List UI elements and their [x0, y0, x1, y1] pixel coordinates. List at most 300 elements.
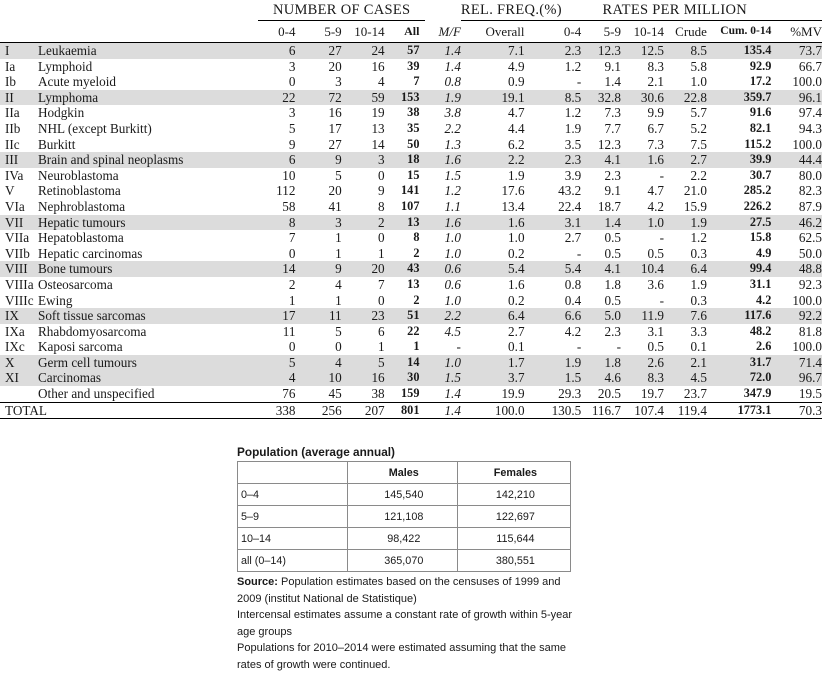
table-cell: 1.9 [528, 355, 582, 371]
table-cell: 2.3 [604, 323, 621, 339]
table-cell: 16 [371, 58, 385, 74]
row-name: Burkitt [38, 136, 76, 152]
table-cell: 0.3 [690, 245, 707, 261]
table-cell: 0.2 [508, 292, 525, 308]
table-cell: 48.2 [749, 323, 772, 338]
table-cell: 7.5 [690, 136, 707, 152]
table-cell: 80.0 [798, 167, 822, 183]
table-cell: 0.5 [647, 339, 664, 355]
table-cell: 1 [335, 292, 342, 308]
table-cell: 4.7 [647, 183, 664, 199]
table-cell: 27 [295, 43, 341, 59]
table-cell: 96.7 [771, 370, 822, 386]
row-name: Lymphoma [38, 89, 99, 105]
population-females: 122,697 [457, 506, 570, 528]
table-cell: 1.0 [444, 245, 461, 261]
group-rates-per-million: RATES PER MILLION [528, 0, 822, 21]
table-cell: 3.8 [444, 105, 461, 121]
table-cell: 0.9 [508, 74, 525, 90]
row-label: TOTAL [0, 402, 258, 419]
table-cell: 72 [295, 90, 341, 106]
table-cell: 92.3 [798, 276, 822, 292]
row-code: X [5, 354, 15, 370]
row-code: VIa [5, 198, 25, 214]
table-cell: 15 [407, 167, 420, 182]
table-row [0, 246, 822, 262]
table-cell: 1.0 [690, 74, 707, 90]
table-cell: 12.3 [597, 136, 621, 152]
col-header: M/F [425, 21, 460, 43]
table-cell: 1.0 [444, 292, 461, 308]
table-cell: 1.0 [508, 230, 525, 246]
table-cell: 23 [342, 308, 385, 324]
table-cell: 66.7 [798, 58, 822, 74]
table-cell: 7.7 [604, 120, 621, 136]
table-cell: 51 [385, 308, 426, 324]
table-cell: 347.9 [743, 386, 772, 401]
row-code: III [5, 152, 19, 168]
table-cell: 0.5 [604, 245, 621, 261]
table-cell: 27.5 [707, 215, 771, 231]
table-cell: 4.1 [581, 261, 621, 277]
table-row [0, 168, 822, 184]
table-cell: 100.0 [792, 136, 822, 152]
table-cell: 3 [335, 74, 342, 90]
row-label [0, 277, 258, 293]
source-text: Population estimates based on the censuses of 1999 and 2009 (institut National de Statistique) [237, 576, 561, 605]
row-code: VIIb [5, 245, 30, 261]
table-cell: 20 [342, 261, 385, 277]
table-cell: 22 [407, 323, 420, 338]
table-cell: 207 [342, 402, 385, 419]
table-cell: 15.8 [749, 230, 772, 245]
table-cell: 9.9 [647, 105, 664, 121]
group-header-row [0, 0, 822, 21]
group-rel-freq: REL. FREQ.(%) [461, 0, 528, 21]
table-cell: 107 [401, 198, 420, 213]
source-note [237, 574, 577, 607]
table-cell: 22.4 [558, 198, 582, 214]
table-cell: 32.8 [581, 90, 621, 106]
table-cell: 76 [282, 386, 296, 402]
table-cell: 8.3 [647, 58, 664, 74]
table-cell: 2.2 [444, 120, 461, 136]
table-cell: - [659, 292, 664, 308]
table-cell: 2.7 [664, 152, 707, 168]
table-cell: - [576, 245, 582, 261]
row-label [0, 370, 258, 386]
table-cell: 4.5 [664, 370, 707, 386]
population-age: 5–9 [238, 506, 348, 528]
table-cell: 73.7 [771, 43, 822, 59]
table-cell: 50 [407, 136, 420, 151]
row-label [0, 105, 258, 121]
population-females: 380,551 [457, 550, 570, 572]
table-cell: 19.5 [798, 386, 822, 402]
population-row [238, 484, 571, 506]
row-name: Rhabdomyosarcoma [38, 323, 147, 339]
table-cell: 1.4 [444, 386, 461, 402]
table-cell: 9 [378, 183, 385, 199]
table-cell: 5 [335, 167, 342, 183]
row-code: V [5, 183, 15, 199]
table-cell: 1.1 [444, 198, 461, 214]
table-cell: 153 [385, 90, 426, 106]
row-label [0, 230, 258, 246]
population-age: 10–14 [238, 528, 348, 550]
table-cell: 4.1 [581, 152, 621, 168]
table-cell: 4 [335, 276, 342, 292]
table-cell: 5.2 [690, 120, 707, 136]
table-cell: 2.6 [621, 355, 664, 371]
table-cell: 50.0 [798, 245, 822, 261]
table-cell: 24 [342, 43, 385, 59]
row-name: Leukaemia [38, 43, 97, 58]
table-cell: 3 [288, 105, 296, 121]
table-cell: 9 [288, 136, 296, 152]
row-label [0, 293, 258, 309]
table-cell: 13.4 [501, 198, 525, 214]
table-cell: 0.6 [444, 276, 461, 292]
table-cell: 1.3 [444, 136, 461, 152]
row-name: Retinoblastoma [38, 183, 121, 199]
table-cell: 4 [258, 370, 296, 386]
row-label [0, 74, 258, 90]
table-cell: - [616, 339, 621, 355]
table-cell: 0.8 [564, 276, 582, 292]
table-cell: 0.3 [690, 292, 707, 308]
table-cell: 0 [378, 167, 385, 183]
row-label [0, 59, 258, 75]
population-males: 98,422 [347, 528, 457, 550]
table-cell: 10 [282, 167, 296, 183]
table-cell: 30.6 [621, 90, 664, 106]
table-cell: 1.4 [425, 43, 460, 59]
table-cell: 27 [328, 136, 342, 152]
table-cell: - [576, 74, 582, 90]
table-cell: 10 [295, 370, 341, 386]
row-code: IXc [5, 339, 25, 355]
table-cell: 46.2 [771, 215, 822, 231]
row-label [0, 121, 258, 137]
table-cell: - [456, 339, 461, 355]
table-cell: 5 [335, 323, 342, 339]
row-label [0, 261, 258, 277]
table-cell: 18 [385, 152, 426, 168]
table-cell: 71.4 [771, 355, 822, 371]
table-cell: 3.6 [647, 276, 664, 292]
table-row [0, 137, 822, 153]
table-cell: 1 [378, 245, 385, 261]
table-cell: 59 [342, 90, 385, 106]
table-cell: 1 [335, 245, 342, 261]
table-cell: 0 [378, 230, 385, 246]
row-label [0, 168, 258, 184]
col-header: 5-9 [295, 21, 341, 43]
population-females: 115,644 [457, 528, 570, 550]
table-cell: 5 [288, 120, 296, 136]
population-title: Population (average annual) [237, 445, 395, 459]
population-row [238, 506, 571, 528]
projection-note: Populations for 2010–2014 were estimated assuming that the same rates of growth were continued. [237, 642, 566, 671]
table-cell: 17.2 [749, 74, 772, 89]
table-row [0, 261, 822, 277]
table-cell: 5.8 [690, 58, 707, 74]
table-cell: 6 [258, 152, 296, 168]
table-cell: 13 [407, 276, 420, 291]
table-cell: 2.2 [690, 167, 707, 183]
table-cell: 1.4 [604, 74, 621, 90]
table-cell: 29.3 [558, 386, 582, 402]
table-cell: 0.5 [647, 245, 664, 261]
table-cell: 81.8 [798, 323, 822, 339]
table-cell: 17.6 [501, 183, 525, 199]
table-cell: 1 [288, 292, 296, 308]
table-row [0, 59, 822, 75]
table-cell: 3 [288, 58, 296, 74]
table-cell: 0.8 [444, 74, 461, 90]
table-cell: 2.1 [647, 74, 664, 90]
table-cell: 1.4 [444, 58, 461, 74]
table-cell: 2 [413, 245, 420, 260]
table-cell: 4.6 [581, 370, 621, 386]
row-name: Lymphoid [38, 58, 93, 74]
table-cell: 2 [288, 276, 296, 292]
table-cell: 58 [282, 198, 296, 214]
table-cell: 0 [288, 245, 296, 261]
table-cell: 0.4 [564, 292, 582, 308]
table-cell: 1.9 [508, 167, 525, 183]
table-cell: 43 [385, 261, 426, 277]
table-cell: 1 [378, 339, 385, 355]
table-cell: 2.2 [461, 152, 528, 168]
table-cell: 3 [342, 152, 385, 168]
population-notes [237, 574, 577, 673]
table-cell: 1.5 [425, 370, 460, 386]
row-code: Ia [5, 58, 16, 74]
table-cell: 115.2 [744, 136, 772, 151]
col-header: Cum. 0-14 [707, 21, 771, 43]
table-cell: 1.8 [581, 355, 621, 371]
table-cell: 8.3 [621, 370, 664, 386]
table-cell: 16 [328, 105, 342, 121]
table-cell: 38 [371, 386, 385, 402]
table-cell: 10.4 [621, 261, 664, 277]
col-header: 10-14 [621, 21, 664, 43]
table-cell: 5.7 [690, 105, 707, 121]
table-row [0, 293, 822, 309]
row-code: Ib [5, 74, 16, 90]
table-cell: 11 [295, 308, 341, 324]
col-header: 0-4 [528, 21, 582, 43]
table-cell: 12.5 [621, 43, 664, 59]
table-cell: 45 [328, 386, 342, 402]
source-label: Source: [237, 576, 278, 588]
table-cell: 7.6 [664, 308, 707, 324]
table-cell: 226.2 [743, 198, 772, 213]
table-cell: 5 [342, 355, 385, 371]
table-cell: 21.0 [683, 183, 707, 199]
table-cell: 1.6 [425, 215, 460, 231]
intercensal-note: Intercensal estimates assume a constant rate of growth within 5-year age groups [237, 609, 573, 638]
table-cell: - [659, 167, 664, 183]
table-cell: 82.1 [749, 120, 772, 135]
row-name: Soft tissue sarcomas [38, 308, 146, 324]
table-cell: 9 [295, 152, 341, 168]
table-cell: 44.4 [771, 152, 822, 168]
table-cell: 11 [282, 323, 296, 339]
table-cell: 359.7 [707, 90, 771, 106]
col-header: 5-9 [581, 21, 621, 43]
row-name: Hepatic tumours [38, 214, 126, 230]
table-cell: 7 [378, 276, 385, 292]
table-cell: 119.4 [664, 402, 707, 419]
table-cell: 116.7 [581, 402, 621, 419]
row-code: IIa [5, 105, 20, 121]
row-name: Hepatic carcinomas [38, 245, 143, 261]
population-males: 365,070 [347, 550, 457, 572]
table-cell: 2.3 [604, 167, 621, 183]
row-name: Germ cell tumours [38, 354, 137, 370]
total-row [0, 402, 822, 419]
table-cell: 338 [258, 402, 296, 419]
table-cell: 107.4 [621, 402, 664, 419]
table-cell: 5.0 [581, 308, 621, 324]
table-cell: 16 [342, 370, 385, 386]
col-header: Crude [664, 21, 707, 43]
table-cell: 1.9 [690, 276, 707, 292]
row-code: XI [5, 370, 19, 386]
row-code: IX [5, 308, 19, 324]
row-label [0, 386, 258, 402]
table-cell: 4.9 [508, 58, 525, 74]
table-cell: 15.9 [683, 198, 707, 214]
table-cell: 2.6 [756, 339, 772, 354]
table-cell: 20.5 [597, 386, 621, 402]
table-cell: 23.7 [683, 386, 707, 402]
table-cell: 256 [295, 402, 341, 419]
table-cell: 6 [378, 323, 385, 339]
row-label [0, 183, 258, 199]
row-name: Neuroblastoma [38, 167, 119, 183]
table-cell: - [576, 339, 582, 355]
table-cell: 159 [401, 386, 420, 401]
table-cell: 1.9 [564, 120, 582, 136]
row-label [0, 43, 258, 59]
table-cell: 19.7 [640, 386, 664, 402]
table-cell: 1.2 [564, 58, 582, 74]
table-cell: 1.9 [425, 90, 460, 106]
table-cell: 5.4 [461, 261, 528, 277]
table-cell: 82.3 [798, 183, 822, 199]
row-code: IXa [5, 323, 25, 339]
row-code: VIIIa [5, 276, 34, 292]
row-name: Carcinomas [38, 370, 101, 386]
table-row [0, 105, 822, 121]
table-row [0, 121, 822, 137]
table-cell: 1.7 [461, 355, 528, 371]
table-cell: 3.1 [528, 215, 582, 231]
population-table [237, 461, 571, 572]
table-cell: 1.6 [461, 215, 528, 231]
table-cell: 0.1 [690, 339, 707, 355]
table-cell: 30.7 [749, 167, 772, 182]
table-cell: 38 [407, 105, 420, 120]
table-cell: 1.0 [621, 215, 664, 231]
table-cell: 14 [371, 136, 385, 152]
table-cell: 70.3 [771, 402, 822, 419]
row-label [0, 199, 258, 215]
table-row [0, 215, 822, 231]
table-cell: - [659, 230, 664, 246]
table-cell: 12.3 [581, 43, 621, 59]
row-name: Brain and spinal neoplasms [38, 152, 184, 168]
row-code: IIb [5, 120, 21, 136]
table-cell: 0.2 [508, 245, 525, 261]
col-header: All [385, 21, 426, 43]
table-cell: 2 [342, 215, 385, 231]
col-header: 10-14 [342, 21, 385, 43]
table-cell: 62.5 [798, 230, 822, 246]
table-cell: 17 [328, 120, 342, 136]
table-row [0, 386, 822, 402]
table-cell: 7.3 [604, 105, 621, 121]
row-code: II [5, 89, 14, 105]
table-cell: 285.2 [743, 183, 772, 198]
row-label [0, 308, 258, 324]
table-cell: 57 [385, 43, 426, 59]
population-males: 121,108 [347, 506, 457, 528]
table-cell: 4.4 [508, 120, 525, 136]
table-cell: 30 [385, 370, 426, 386]
table-cell: 39.9 [707, 152, 771, 168]
table-cell: 4.5 [444, 323, 461, 339]
row-name: NHL (except Burkitt) [38, 120, 152, 136]
table-row [0, 324, 822, 340]
table-cell: 13 [385, 215, 426, 231]
table-cell: 19.9 [501, 386, 525, 402]
table-cell: 9 [295, 261, 341, 277]
table-cell: 1.4 [425, 402, 460, 419]
population-females: 142,210 [457, 484, 570, 506]
population-header [238, 462, 348, 484]
table-cell: 14 [385, 355, 426, 371]
table-cell: 4.7 [508, 105, 525, 121]
table-cell: 91.6 [749, 105, 772, 120]
table-cell: 7.1 [461, 43, 528, 59]
table-cell: 4.2 [564, 323, 582, 339]
table-cell: 0.5 [604, 292, 621, 308]
row-code: VII [5, 214, 24, 230]
table-row [0, 370, 822, 386]
table-cell: 2.1 [664, 355, 707, 371]
table-cell: 2.7 [564, 230, 582, 246]
table-cell: 31.1 [749, 276, 772, 291]
row-name: Nephroblastoma [38, 198, 126, 214]
table-cell: 20 [328, 183, 342, 199]
table-cell: 7 [288, 230, 296, 246]
table-cell: 3.1 [647, 323, 664, 339]
table-cell: 0 [288, 339, 296, 355]
row-name: Bone tumours [38, 261, 113, 277]
table-row [0, 355, 822, 371]
table-cell: 6.4 [664, 261, 707, 277]
table-cell: 801 [385, 402, 426, 419]
table-row [0, 230, 822, 246]
table-cell: 39 [407, 58, 420, 73]
table-cell: 8 [413, 230, 420, 245]
table-cell: 2.3 [528, 43, 582, 59]
